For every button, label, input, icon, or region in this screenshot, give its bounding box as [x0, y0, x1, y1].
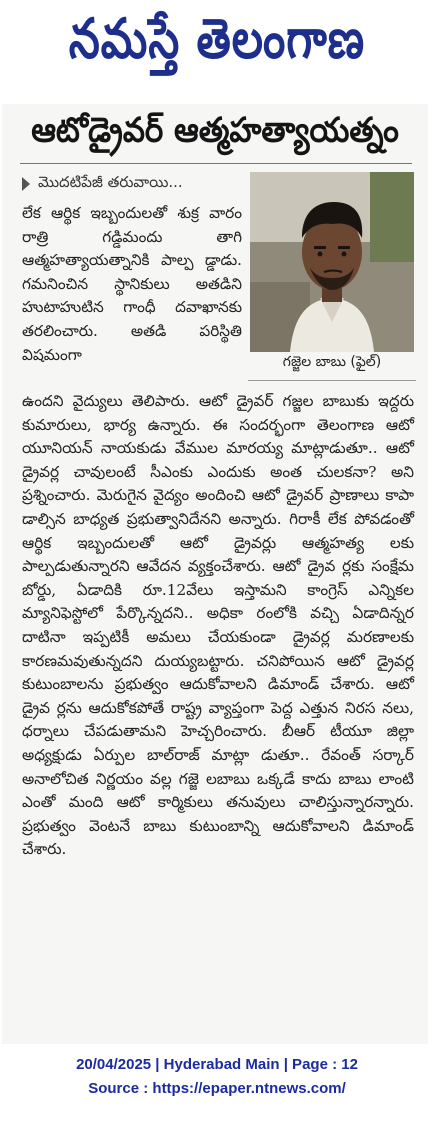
person-photo-illustration: [250, 172, 414, 352]
masthead: [0, 0, 434, 92]
photo-divider: [248, 380, 416, 381]
newspaper-clipping: [2, 104, 428, 1044]
headline-divider: [20, 163, 412, 164]
continuation-kicker: [22, 172, 183, 196]
footer-date-line: 20/04/2025 | Hyderabad Main | Page : 12: [76, 1056, 358, 1073]
photo-caption: గజ్జెల బాబు (ఫైల్): [282, 354, 382, 370]
article-body-text: ఉందని వైద్యులు తెలిపారు. ఆటో డ్రైవర్ గజ్జల బాబుకు ఇద్దరు కుమారులు, భార్య ఉన్నారు. ఈ సందర్భంగా తెలంగాణ ఆటో యూనియన్ నాయకుడు వేముల మారయ్య మాట్లాడుతూ.. ఆటో డ్రైవర్ల చావులంటే సీఎంకు ఎందుకు అంత చులకనా? అని ప్రశ్నించారు. మెరుగైన వైద్యం అందించి ఆటో డ్రైవర్ ప్రాణాలు కాపా డాల్సిన బాధ్యత ప్రభుత్వానిదేనని అన్నారు. గిరాకీ లేక పోవడంతో ఆర్థిక ఇబ్బందులతో ఆటో డ్రైవర్లు ఆత్మహత్య లకు పాల్పడుతున్నారని ఆవేదన వ్యక్తంచేశారు. ఆటో డ్రైవ ర్లకు సంక్షేమ బోర్డు, ఏడాదికి రూ.12వేలు ఇస్తామని కాంగ్రెస్ ఎన్నికల మ్యానిఫెస్టోలో పేర్కొన్నదని.. అధికా రంలోకి వచ్చి ఏడాదిన్నర దాటినా ఇప్పటికీ అమలు చేయకుండా డ్రైవర్ల మరణాలకు కారణమవుతున్నదని దుయ్యబట్టారు. చనిపోయిన ఆటో డ్రైవర్ల కుటుంబాలను ప్రభుత్వం ఆదుకోవాలని డిమాండ్ చేశారు. ఆటో డ్రైవ ర్లను ఆదుకోకపోతే రాష్ట్ర వ్యాప్తంగా పెద్ద ఎత్తున నిరస నలు, ధర్నాలు చేపడుతామని హెచ్చరించారు. బీఆర్ టీయూ జిల్లా అధ్యక్షుడు ఏర్పుల బాల్‌రాజ్ మాట్లా డుతూ.. రేవంత్ సర్కార్ అనాలోచిత నిర్ణయం వల్ల గజ్జె లబాబు ఒక్కడే కాదు బాబు లాంటి ఎంతో మంది ఆటో కార్మికులు తనువులు చాలిస్తున్నారన్నారు. ప్రభుత్వం వెంటనే బాబు కుటుంబాన్ని ఆదుకోవాలని డిమాండ్ చేశారు.: [22, 392, 414, 859]
footer-source-line: Source : https://epaper.ntnews.com/: [88, 1080, 346, 1097]
kicker-text: మొదటిపేజీ తరువాయి...: [38, 173, 183, 191]
article-headline: ఆటోడ్రైవర్ ఆత్మహత్యాయత్నం: [31, 110, 399, 150]
masthead-title: నమస్తే తెలంగాణ: [68, 7, 366, 71]
article-body-intro: లేక ఆర్థిక ఇబ్బందులతో శుక్ర వారం రాత్రి గడ్డిమందు తాగి ఆత్మహత్యాయత్నానికి పాల్ప డ్డాడు. గమనించిన స్థానికులు అతడిని హుటాహుటిన గాంధీ దవాఖానకు తరలించారు. అతడి పరిస్థితి విషమంగా: [22, 204, 242, 364]
person-photo: [250, 172, 414, 352]
arrow-right-icon: [22, 177, 30, 191]
